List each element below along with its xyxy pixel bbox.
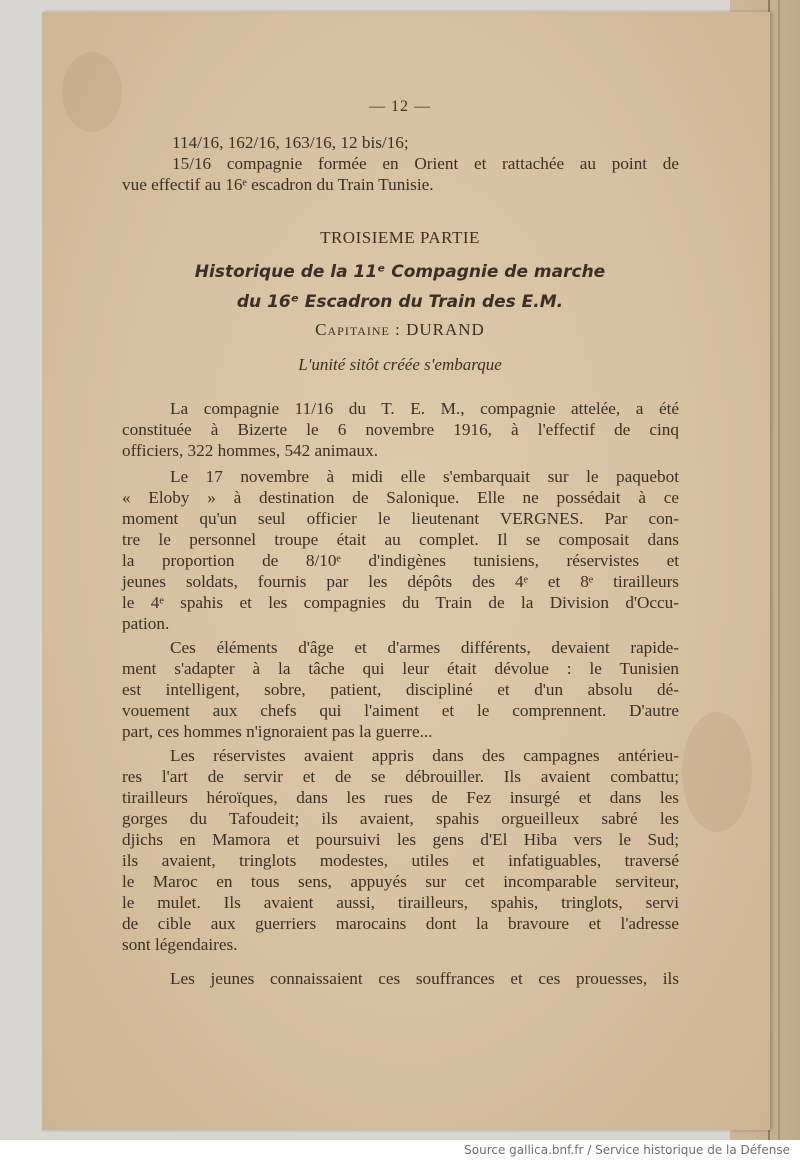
section-subtitle: L'unité sitôt créée s'embarque [298,355,502,374]
text-line: 15/16 compagnie formée en Orient et rattachée au point de [172,154,679,173]
text-line: tre le personnel troupe était au complet. Il se composait dans [122,530,679,549]
paragraph [122,968,679,989]
paragraph [122,745,679,955]
history-heading-line2: du 16ᵉ Escadron du Train des E.M. [236,292,564,312]
page-number: — 12 — [369,98,431,115]
text-line: est intelligent, sobre, patient, discipliné et d'un absolu dé- [122,680,679,699]
text-line: le mulet. Ils avaient aussi, tirailleurs, spahis, tringlots, servi [122,893,679,912]
text-line: moment qu'un seul officier le lieutenant VERGNES. Par con- [122,509,679,528]
text-line: Les jeunes connaissaient ces souffrances et ces prouesses, ils [170,969,679,988]
text-line: part, ces hommes n'ignoraient pas la guerre... [122,722,433,741]
text-line: Ces éléments d'âge et d'armes différents, devaient rapide- [170,638,679,657]
text-line: Les réservistes avaient appris dans des campagnes antérieu- [170,746,679,765]
text-line: sont légendaires. [122,935,238,954]
text-line: res l'art de servir et de se débrouiller. Ils avaient combattu; [122,767,679,786]
paragraph [122,466,679,634]
part-heading: TROISIEME PARTIE [320,228,480,247]
paragraph [122,398,679,461]
text-line: vue effectif au 16ᵉ escadron du Train Tunisie. [122,175,434,194]
text-line: la proportion de 8/10ᵉ d'indigènes tunisiens, réservistes et [122,551,679,570]
paragraph [122,637,679,742]
paper-stain [62,52,122,132]
text-line: ment s'adapter à la tâche qui leur était dévolue : le Tunisien [122,659,679,678]
history-heading-line1: Historique de la 11ᵉ Compagnie de marche [194,262,606,282]
text-line: ils avaient, tringlots modestes, utiles et infatiguables, traversé [122,851,679,870]
paper-stain [682,712,752,832]
text-line: 114/16, 162/16, 163/16, 12 bis/16; [172,133,409,152]
text-line: La compagnie 11/16 du T. E. M., compagnie attelée, a été [170,399,679,418]
text-line: vouement aux chefs qui l'aiment et le comprennent. D'autre [122,701,679,720]
text-line: tirailleurs héroïques, dans les rues de Fez insurgé et dans les [122,788,679,807]
captain-heading: Capitaine : DURAND [315,320,485,339]
text-line: le Maroc en tous sens, appuyés sur cet incomparable serviteur, [122,872,679,891]
text-line: gorges du Tafoudeit; ils avaient, spahis orgueilleux sabré les [122,809,679,828]
text-line: pation. [122,614,170,633]
text-line: officiers, 322 hommes, 542 animaux. [122,441,379,460]
page-edge-line [778,0,780,1140]
text-line: Le 17 novembre à midi elle s'embarquait sur le paquebot [170,467,679,486]
intro-paragraph [122,132,679,195]
text-line: de cible aux guerriers marocains dont la bravoure et l'adresse [122,914,679,933]
text-line: jeunes soldats, fournis par les dépôts des 4ᵉ et 8ᵉ tirailleurs [122,572,679,591]
source-credit: Source gallica.bnf.fr / Service historique de la Défense [464,1143,790,1157]
text-line: djichs en Mamora et poursuivi les gens d'El Hiba vers le Sud; [122,830,679,849]
text-line: constituée à Bizerte le 6 novembre 1916, à l'effectif de cinq [122,420,679,439]
text-line: le 4ᵉ spahis et les compagnies du Train de la Division d'Occu- [122,593,679,612]
text-line: « Eloby » à destination de Salonique. Elle ne possédait à ce [122,488,679,507]
